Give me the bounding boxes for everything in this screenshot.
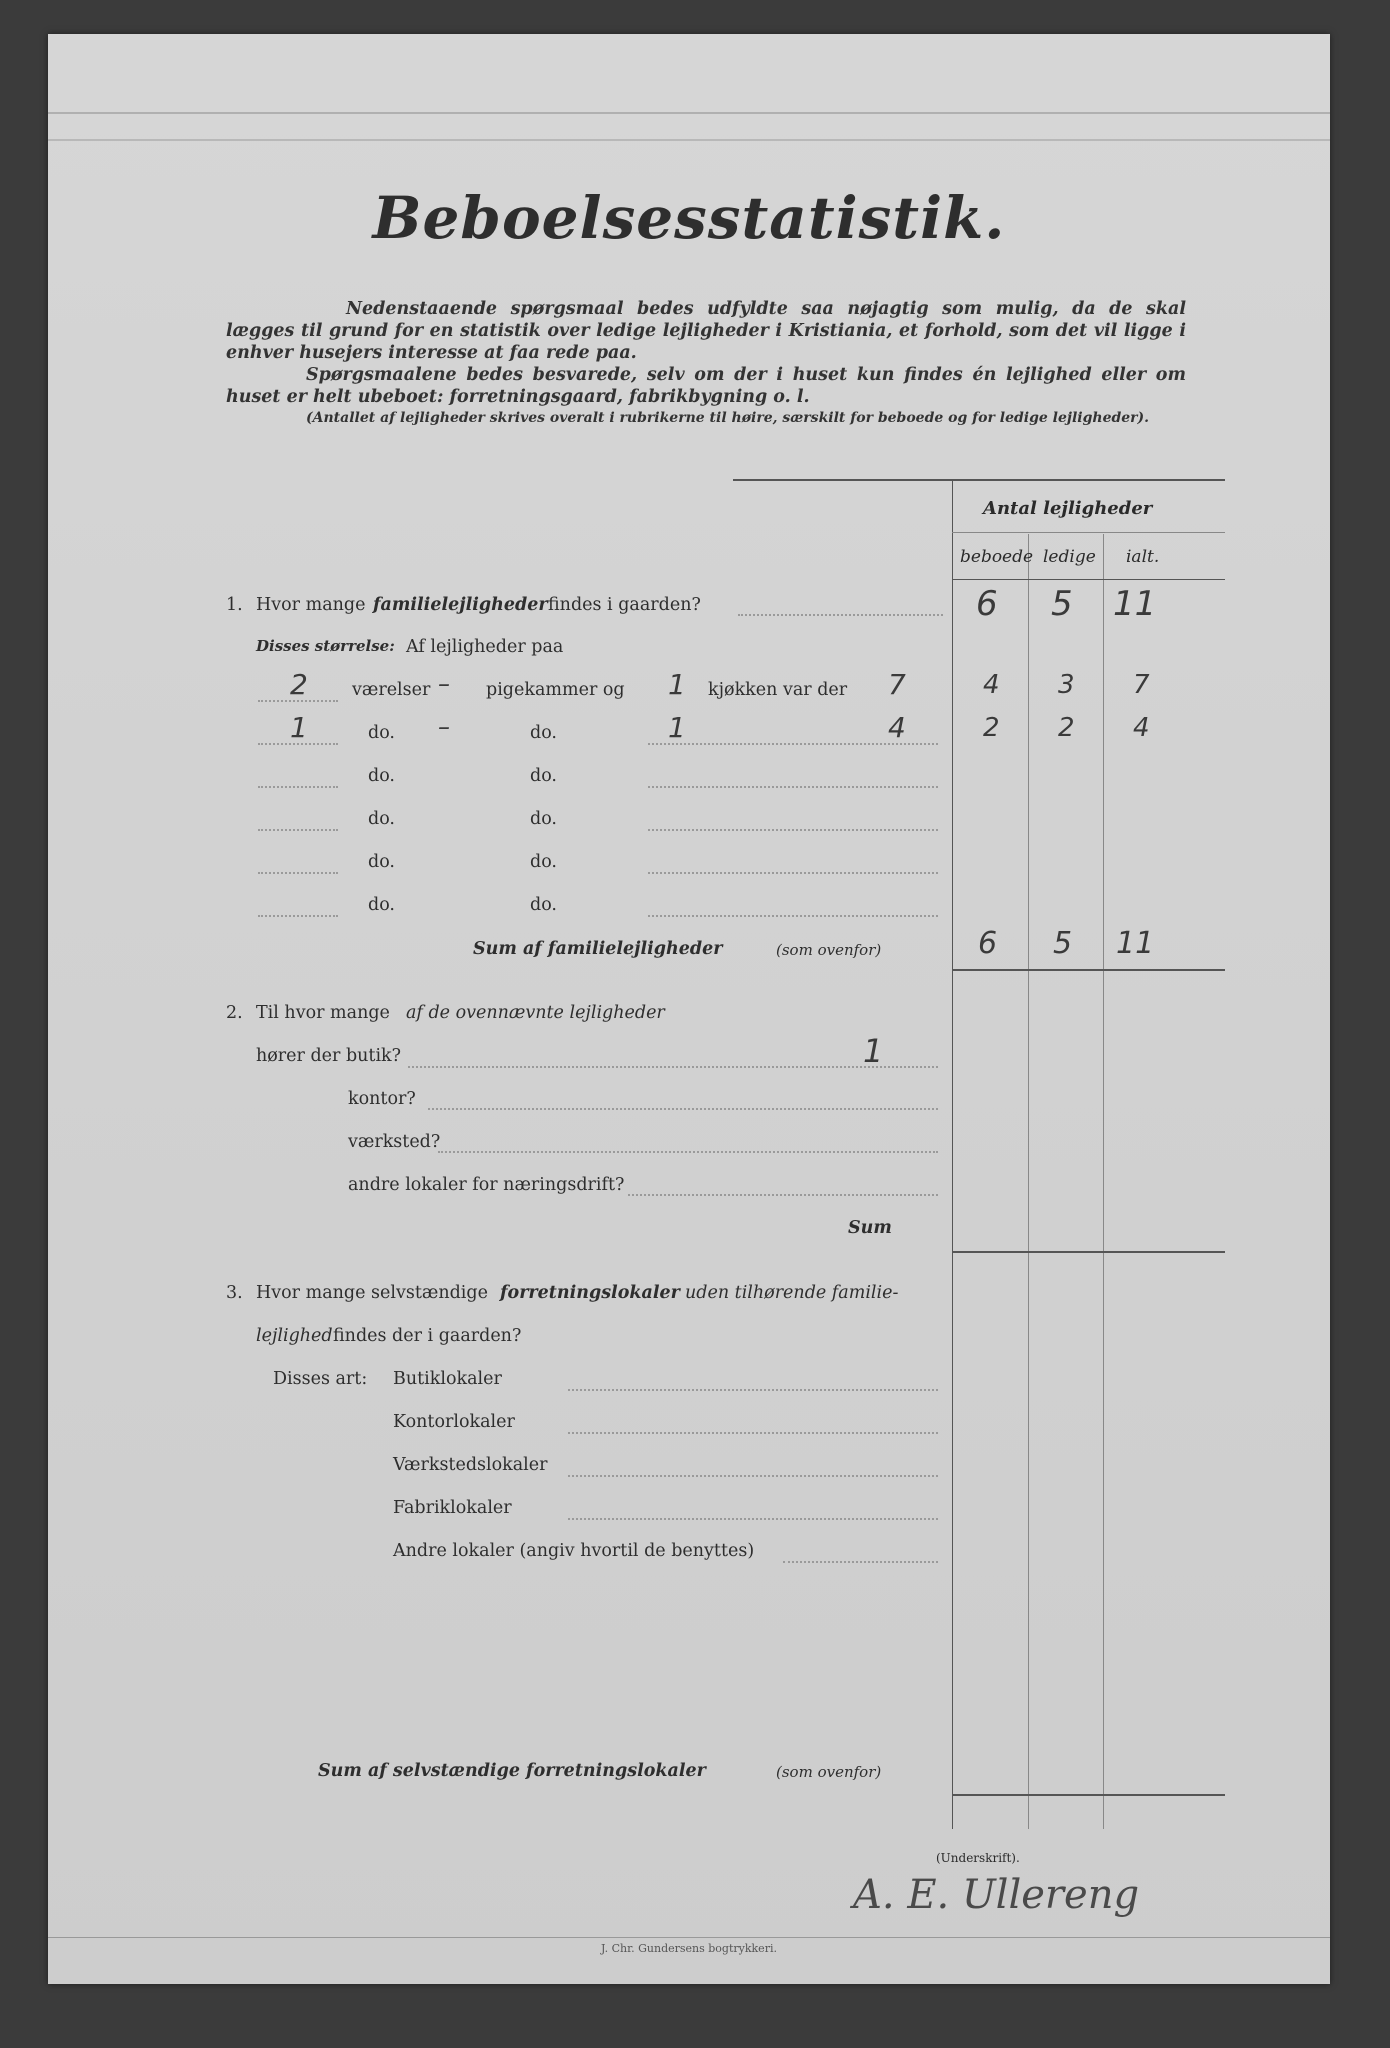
col-header-ialt: ialt. [1126, 547, 1160, 567]
size-row-ialt-value: 4 [1133, 713, 1150, 743]
intro-note: (Antallet af lejligheder skrives overalt i rubrikerne til høire, særskilt for beboede og for ledige lejligheder). [306, 410, 1150, 426]
col-header-beboede: beboede [960, 547, 1034, 567]
q1-number: 1. [226, 595, 243, 615]
header-divider [952, 532, 1225, 533]
leader-dots [628, 1194, 938, 1196]
intro-text [226, 298, 1186, 428]
leader-dots [568, 1389, 938, 1391]
section1-bottom [952, 969, 1225, 971]
leader-dots [258, 786, 338, 788]
form-title: Beboelsesstatistik. [372, 184, 1006, 252]
q3-art-label: Disses art: [273, 1369, 368, 1389]
q3-item: Butiklokaler [393, 1369, 502, 1389]
size-row-vaerelser-value: 1 [290, 711, 308, 744]
q1-ialt-value: 11 [1113, 584, 1157, 624]
leader-dots [258, 915, 338, 917]
signature: A. E. Ullereng [853, 1872, 1140, 1918]
printer-name: J. Chr. Gundersens bogtrykkeri. [601, 1942, 777, 1955]
size-row-kjokken-value: 1 [668, 711, 686, 744]
form-sheet [48, 34, 1330, 1984]
size-row-do-1: do. [368, 723, 395, 743]
col-border [1028, 534, 1029, 1829]
q1-beboede-value: 6 [976, 584, 998, 624]
leader-dots [738, 614, 943, 616]
leader-dots [783, 1561, 938, 1563]
size-row-beboede-value: 2 [983, 713, 1000, 743]
q3-text-d: lejlighed [256, 1326, 333, 1346]
q3-item: Værkstedslokaler [393, 1455, 548, 1475]
size-row-count-value: 7 [888, 668, 906, 701]
q1-text-b: familielejligheder [373, 595, 548, 615]
intro-paragraph-2: Spørgsmaalene bedes besvarede, selv om der i huset kun findes én lejlighed eller om huset er helt ubeboet: forretningsgaard, fabrikbygning o. l. [226, 365, 1186, 407]
size-row-vaerelser-label: værelser [352, 680, 431, 700]
table-bottom [952, 1794, 1225, 1796]
leader-dots [438, 1151, 938, 1153]
leader-dots [408, 1066, 938, 1068]
leader-dots [648, 872, 938, 874]
header-bottom [952, 579, 1225, 580]
leader-dots [568, 1518, 938, 1520]
size-row-do-1: do. [368, 809, 395, 829]
table-top-border [733, 479, 1225, 481]
q3-item: Kontorlokaler [393, 1412, 515, 1432]
q3-text-e: findes der i gaarden? [333, 1326, 522, 1346]
q2-kontor: kontor? [348, 1089, 416, 1109]
q2-butik: hører der butik? [256, 1046, 402, 1066]
sum-familie-beboede: 6 [978, 926, 998, 961]
sum-familie-label: Sum af familielejligheder [473, 939, 723, 959]
sizes-label-b: Af lejligheder paa [406, 637, 564, 657]
intro-paragraph-1: Nedenstaaende spørgsmaal bedes udfyldte saa nøjagtig som mulig, da de skal lægges til grund for en statistik over ledige lejligheder i Kristiania, et forhold, som det vil ligge i enhver husejers interesse at faa rede paa. [226, 299, 1186, 363]
col-header-ledige: ledige [1043, 547, 1096, 567]
size-row-vaerelser-value: 2 [290, 668, 308, 701]
q3-text-a: Hvor mange selvstændige [256, 1283, 488, 1303]
q1-ledige-value: 5 [1051, 584, 1073, 624]
size-row-do-1: do. [368, 852, 395, 872]
size-row-count-value: 4 [888, 711, 906, 744]
size-row-ledige-value: 2 [1058, 713, 1075, 743]
underskrift-label: (Underskrift). [936, 1851, 1020, 1865]
leader-dots [428, 1108, 938, 1110]
top-rule [48, 139, 1330, 141]
size-row-do-2: do. [530, 723, 557, 743]
sum-familie-ialt: 11 [1116, 926, 1155, 961]
size-row-do-1: do. [368, 895, 395, 915]
size-row-ialt-value: 7 [1133, 670, 1150, 700]
size-row-pigekammer-value: – [438, 713, 450, 741]
leader-dots [648, 829, 938, 831]
q2-number: 2. [226, 1003, 243, 1023]
size-row-ledige-value: 3 [1058, 670, 1075, 700]
q2-sum: Sum [848, 1218, 892, 1238]
table-header-title: Antal lejligheder [983, 498, 1153, 519]
leader-dots [258, 872, 338, 874]
q3-item: Fabriklokaler [393, 1498, 512, 1518]
leader-dots [568, 1432, 938, 1434]
top-rule [48, 112, 1330, 114]
sum-familie-note: (som ovenfor) [776, 941, 882, 959]
size-row-pigekammer-label: pigekammer og [486, 680, 625, 700]
size-row-beboede-value: 4 [983, 670, 1000, 700]
size-row-pigekammer-value: – [438, 670, 450, 698]
q3-text-c: uden tilhørende familie- [685, 1283, 899, 1303]
size-row-do-2: do. [530, 852, 557, 872]
leader-dots [568, 1475, 938, 1477]
size-row-kjokken-value: 1 [668, 668, 686, 701]
size-row-do-2: do. [530, 809, 557, 829]
size-row-kjokken-label: kjøkken var der [708, 680, 848, 700]
sum-familie-ledige: 5 [1053, 926, 1073, 961]
q3-number: 3. [226, 1283, 243, 1303]
footer-rule [48, 1937, 1330, 1938]
sum-forretning-note: (som ovenfor) [776, 1763, 882, 1781]
leader-dots [648, 915, 938, 917]
q1-text-c: findes i gaarden? [548, 595, 701, 615]
col-border [1103, 534, 1104, 1829]
q2-butik-value: 1 [863, 1032, 884, 1070]
q3-text-b: forretningslokaler [500, 1283, 680, 1303]
q2-text-b: af de ovennævnte lejligheder [406, 1003, 665, 1023]
size-row-do-1: do. [368, 766, 395, 786]
q1-text-a: Hvor mange [256, 595, 366, 615]
size-row-do-2: do. [530, 766, 557, 786]
q2-andre: andre lokaler for næringsdrift? [348, 1175, 625, 1195]
sizes-label: Disses størrelse: [256, 637, 395, 655]
section2-bottom [952, 1251, 1225, 1253]
leader-dots [258, 829, 338, 831]
sum-forretning-label: Sum af selvstændige forretningslokaler [318, 1761, 706, 1781]
q2-text-a: Til hvor mange [256, 1003, 390, 1023]
leader-dots [648, 786, 938, 788]
q2-vaerksted: værksted? [348, 1132, 441, 1152]
q3-item: Andre lokaler (angiv hvortil de benyttes) [393, 1541, 755, 1561]
size-row-do-2: do. [530, 895, 557, 915]
col-border-left [952, 479, 953, 1829]
